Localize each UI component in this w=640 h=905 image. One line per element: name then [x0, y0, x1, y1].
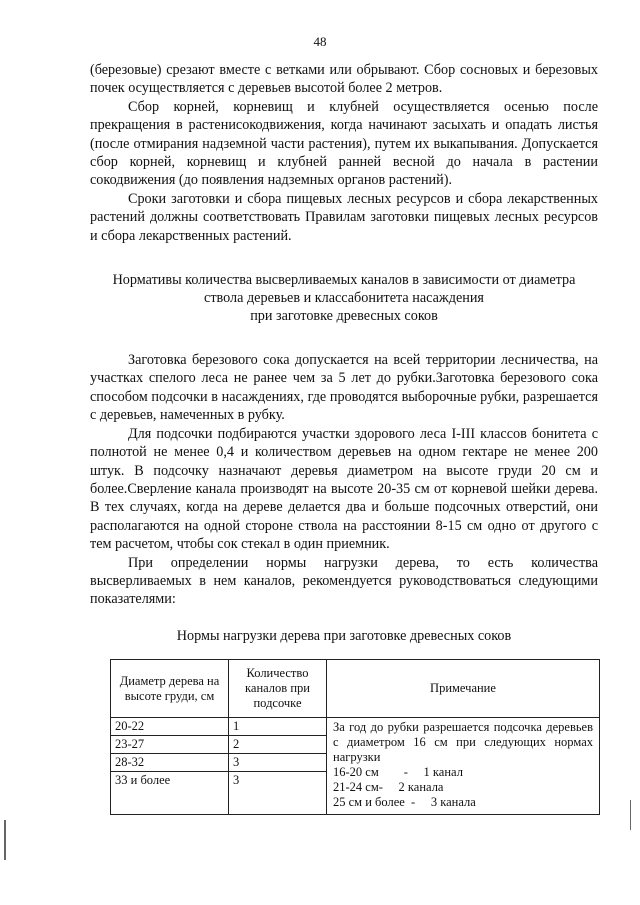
cell-diameter: 20-22: [111, 718, 229, 736]
header-diameter: Диаметр дерева на высоте груди, см: [111, 660, 229, 718]
paragraph-tapping-plots: Для подсочки подбираются участки здорового леса I-III классов бонитета с полнотой не менее 0,4 и количеством деревьев на одном гектаре не менее 200 штук. В подсочку назначают деревья диаметром на высоте груди 20 см и более.Сверление канала производят на высоте 20-35 см от корневой шейки дерева. В тех случаях, когда на дереве делается два и больше подсочных отверстий, они располагаются на одной стороне ствола на расстоянии 8-15 см одно от другого с тем расчетом, чтобы сок стекал в один приемник.: [90, 425, 598, 553]
cell-channels: 3: [229, 754, 327, 772]
cell-diameter: 28-32: [111, 754, 229, 772]
cell-note: [327, 718, 600, 815]
cell-diameter: 23-27: [111, 736, 229, 754]
section-heading: [90, 271, 598, 325]
paragraph-birch-buds: (березовые) срезают вместе с ветками или обрывают. Сбор сосновых и березовых почек осуществляется с деревьев высотой более 2 метров.: [90, 62, 598, 97]
note-line-1: 16-20 см - 1 канал: [333, 765, 463, 780]
scan-edge-mark-left: [4, 820, 6, 860]
paragraph-birch-sap: Заготовка березового сока допускается на всей территории лесничества, на участках спелого леса не ранее чем за 5 лет до рубки.Заготовка березового сока способом подсочки в насаждениях, где проводятся выборочные рубки, разрешается с деревьев, намеченных в рубку.: [90, 352, 598, 424]
paragraph-load-norms: При определении нормы нагрузки дерева, то есть количества высверливаемых в нем каналов, рекомендуется руководствоваться следующими показателями:: [90, 554, 598, 608]
table-row: [111, 718, 600, 736]
section-heading-line-1: Нормативы количества высверливаемых каналов в зависимости от диаметра: [112, 272, 576, 289]
section-heading-line-3: при заготовке древесных соков: [250, 308, 438, 325]
header-channels: Количество каналов при подсочке: [229, 660, 327, 718]
table-header-row: [111, 660, 600, 718]
header-note: Примечание: [327, 660, 600, 718]
table-title: Нормы нагрузки дерева при заготовке древесных соков: [176, 627, 512, 644]
note-intro: За год до рубки разрешается подсочка деревьев с диаметром 16 см при следующих нормах нагрузки: [333, 720, 593, 765]
section-heading-line-2: ствола деревьев и классабонитета насаждения: [204, 290, 484, 307]
note-line-2: 21-24 см- 2 канала: [333, 780, 444, 795]
note-line-3: 25 см и более - 3 канала: [333, 795, 476, 810]
norms-table: [110, 659, 600, 815]
scan-edge-mark-right: [630, 800, 631, 830]
cell-diameter: 33 и более: [111, 772, 229, 815]
document-body: [90, 61, 598, 815]
paragraph-roots-collection: Сбор корней, корневищ и клубней осуществляется осенью после прекращения в растенисокодвижения, когда начинают засыхать и опадать листья (после отмирания надземной части растения), путем их выкапывания. Допускается сбор корней, корневищ и клубней ранней весной до начала в растении сокодвижения (до появления надземных органов растений).: [90, 98, 598, 189]
cell-channels: 2: [229, 736, 327, 754]
paragraph-collection-terms: Сроки заготовки и сбора пищевых лесных ресурсов и сбора лекарственных растений должны соответствовать Правилам заготовки пищевых лесных ресурсов и сбора лекарственных растений.: [90, 190, 598, 244]
cell-channels: 3: [229, 772, 327, 815]
page-number: 48: [313, 34, 327, 49]
cell-channels: 1: [229, 718, 327, 736]
